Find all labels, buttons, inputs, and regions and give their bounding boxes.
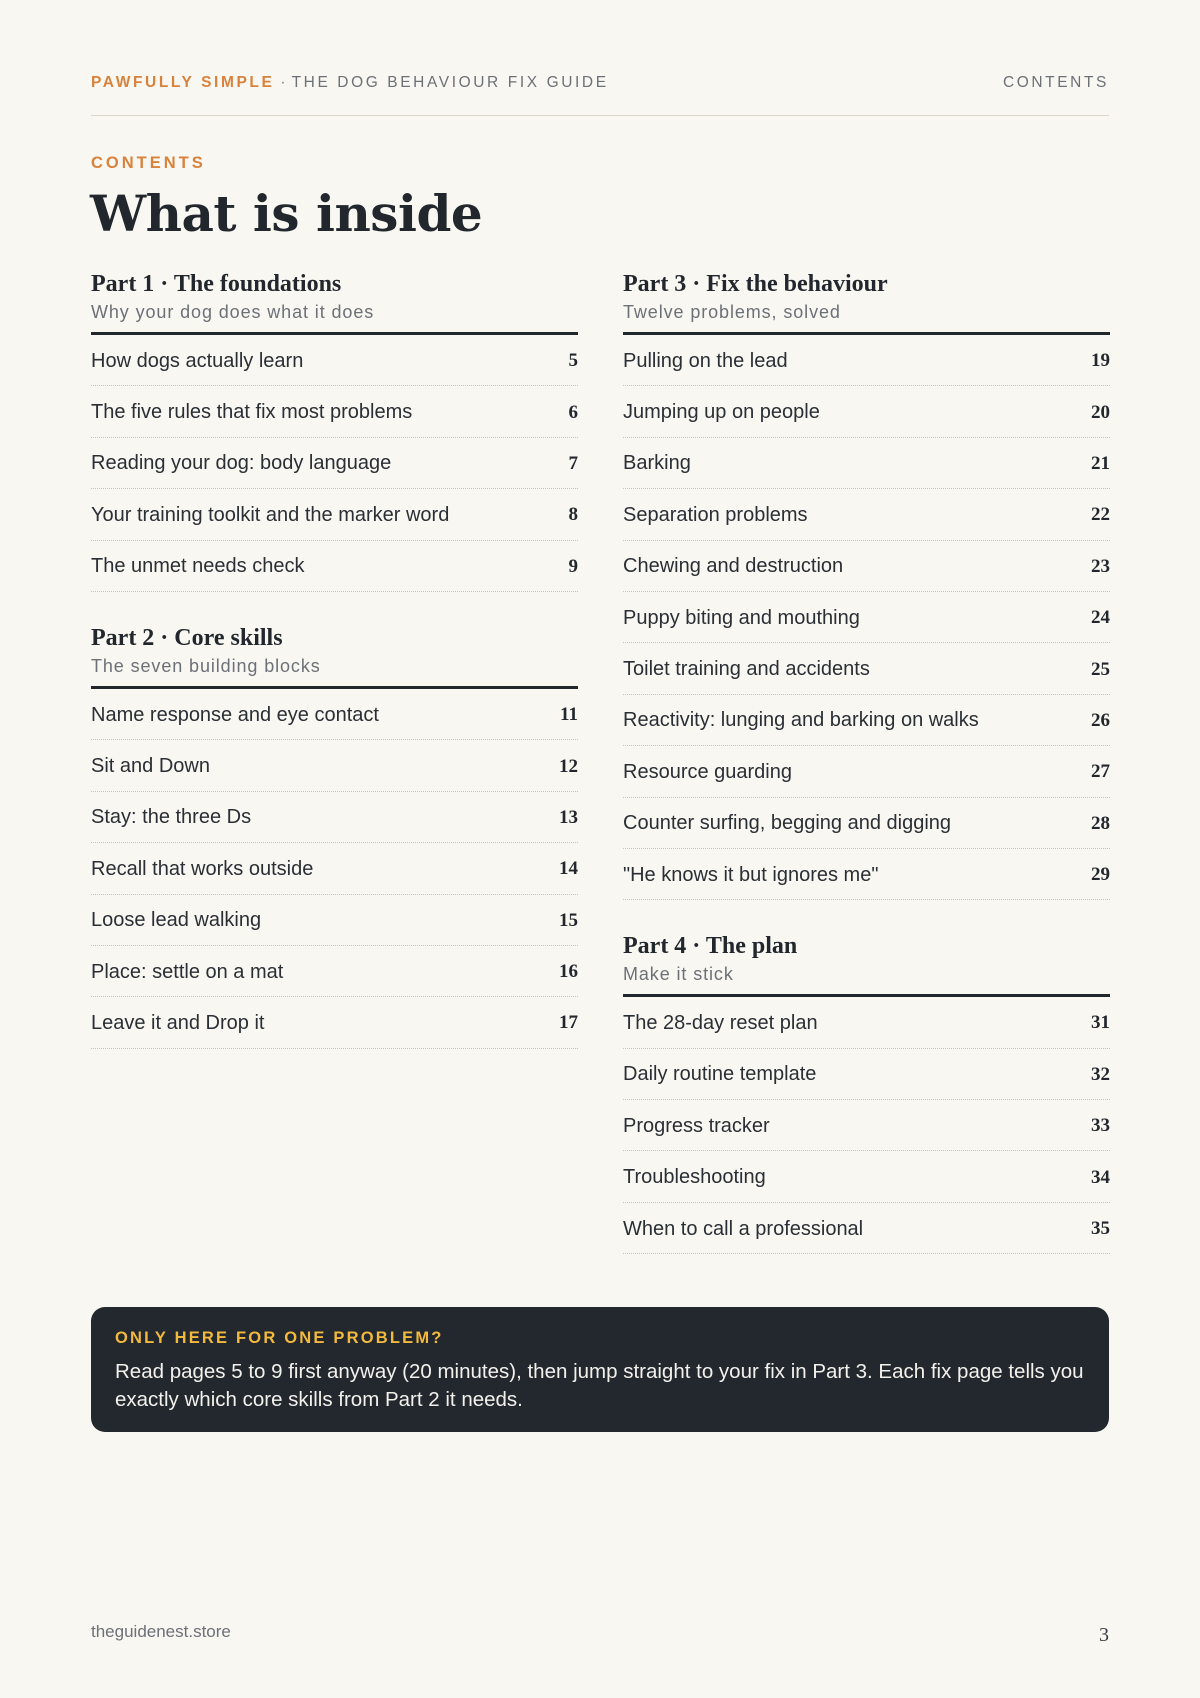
page-title: What is inside	[90, 184, 483, 243]
eyebrow-label: CONTENTS	[91, 154, 206, 172]
toc-entry[interactable]	[623, 798, 1110, 849]
entry-page-number: 34	[1091, 1166, 1110, 1188]
part-4-section	[623, 930, 1110, 1254]
section-name: CONTENTS	[1002, 74, 1109, 91]
entry-label: Your training toolkit and the marker word	[91, 503, 450, 526]
entry-list	[623, 997, 1110, 1254]
entry-label: "He knows it but ignores me"	[623, 863, 879, 886]
toc-entry[interactable]	[623, 386, 1110, 437]
entry-page-number: 28	[1091, 812, 1110, 834]
entry-page-number: 25	[1091, 658, 1110, 680]
entry-page-number: 35	[1091, 1218, 1110, 1240]
part-subtitle: The seven building blocks	[91, 655, 321, 676]
entry-label: Progress tracker	[623, 1114, 770, 1137]
part-header	[623, 268, 1110, 335]
toc-entry[interactable]	[623, 335, 1110, 386]
entry-label: When to call a professional	[623, 1217, 864, 1240]
entry-label: Chewing and destruction	[623, 555, 844, 578]
entry-page-number: 12	[559, 755, 578, 777]
toc-entry[interactable]	[91, 843, 578, 894]
entry-page-number: 6	[568, 401, 578, 423]
brand-name: PAWFULLY SIMPLE	[91, 74, 275, 91]
entry-page-number: 31	[1091, 1012, 1110, 1034]
toc-entry[interactable]	[623, 695, 1110, 746]
entry-page-number: 17	[559, 1012, 578, 1034]
running-header	[91, 74, 1109, 116]
entry-label: Counter surfing, begging and digging	[623, 812, 952, 835]
entry-label: Leave it and Drop it	[91, 1011, 265, 1034]
entry-page-number: 33	[1091, 1115, 1110, 1137]
toc-entry[interactable]	[91, 438, 578, 489]
entry-page-number: 14	[559, 858, 578, 880]
entry-page-number: 5	[568, 350, 578, 372]
entry-page-number: 20	[1091, 401, 1110, 423]
toc-entry[interactable]	[623, 438, 1110, 489]
toc-entry[interactable]	[623, 1049, 1110, 1100]
toc-entry[interactable]	[623, 997, 1110, 1048]
entry-label: The 28-day reset plan	[623, 1011, 818, 1034]
tip-callout	[91, 1307, 1109, 1432]
entry-page-number: 22	[1091, 504, 1110, 526]
entry-page-number: 23	[1091, 555, 1110, 577]
toc-entry[interactable]	[91, 335, 578, 386]
contents-column-right	[623, 268, 1110, 1254]
entry-page-number: 11	[560, 704, 578, 726]
entry-label: Name response and eye contact	[91, 703, 379, 726]
part-2-section	[91, 622, 578, 1049]
part-subtitle: Twelve problems, solved	[623, 302, 841, 322]
toc-entry[interactable]	[623, 849, 1110, 900]
entry-label: Toilet training and accidents	[623, 658, 870, 681]
toc-entry[interactable]	[91, 740, 578, 791]
entry-page-number: 8	[568, 504, 578, 526]
entry-label: Sit and Down	[91, 755, 210, 778]
entry-label: The unmet needs check	[91, 555, 305, 578]
entry-page-number: 13	[559, 806, 578, 828]
toc-entry[interactable]	[623, 1203, 1110, 1254]
toc-entry[interactable]	[623, 643, 1110, 694]
toc-entry[interactable]	[623, 489, 1110, 540]
entry-page-number: 24	[1091, 607, 1110, 629]
callout-body: Read pages 5 to 9 first anyway (20 minutes), then jump straight to your fix in Part 3. Each fix page tells you exactly which core skills from Part 2 it needs.	[115, 1360, 1084, 1411]
contents-column-left	[91, 268, 578, 1049]
entry-page-number: 15	[559, 909, 578, 931]
entry-label: Reading your dog: body language	[91, 452, 392, 475]
toc-entry[interactable]	[91, 946, 578, 997]
running-header-left	[91, 74, 609, 92]
entry-label: Barking	[623, 452, 691, 475]
part-header	[623, 930, 1110, 997]
entry-page-number: 19	[1091, 350, 1110, 372]
part-3-section	[623, 268, 1110, 900]
entry-list	[91, 689, 578, 1049]
part-title: Part 1 · The foundations	[91, 271, 342, 297]
guide-title: THE DOG BEHAVIOUR FIX GUIDE	[291, 74, 609, 91]
entry-page-number: 7	[568, 452, 578, 474]
entry-label: Resource guarding	[623, 760, 792, 783]
toc-entry[interactable]	[91, 997, 578, 1048]
entry-list	[623, 335, 1110, 900]
entry-label: Loose lead walking	[91, 909, 262, 932]
part-subtitle: Make it stick	[623, 964, 734, 985]
entry-label: Separation problems	[623, 503, 808, 526]
entry-label: Stay: the three Ds	[91, 806, 252, 829]
toc-entry[interactable]	[91, 689, 578, 740]
entry-label: The five rules that fix most problems	[91, 401, 413, 424]
entry-page-number: 9	[568, 555, 578, 577]
part-subtitle: Why your dog does what it does	[91, 302, 375, 322]
entry-label: Puppy biting and mouthing	[623, 606, 860, 629]
entry-label: Pulling on the lead	[623, 349, 788, 372]
part-header	[91, 268, 578, 335]
page-number: 3	[1099, 1624, 1109, 1646]
toc-entry[interactable]	[91, 386, 578, 437]
part-header	[91, 622, 578, 689]
part-title: Part 2 · Core skills	[91, 624, 283, 651]
entry-label: Reactivity: lunging and barking on walks	[623, 709, 979, 732]
entry-label: Troubleshooting	[623, 1166, 766, 1189]
toc-entry[interactable]	[91, 895, 578, 946]
part-1-section	[91, 268, 578, 592]
toc-entry[interactable]	[91, 792, 578, 843]
entry-page-number: 29	[1091, 864, 1110, 886]
footer-site-url[interactable]: theguidenest.store	[91, 1622, 231, 1641]
toc-entry[interactable]	[91, 541, 578, 592]
entry-label: Place: settle on a mat	[91, 960, 284, 983]
entry-label: How dogs actually learn	[91, 349, 304, 372]
toc-entry[interactable]	[623, 592, 1110, 643]
toc-entry[interactable]	[623, 746, 1110, 797]
part-title: Part 3 · Fix the behaviour	[623, 271, 888, 297]
callout-title: ONLY HERE FOR ONE PROBLEM?	[115, 1329, 444, 1347]
entry-label: Daily routine template	[623, 1063, 817, 1086]
toc-entry[interactable]	[91, 489, 578, 540]
entry-page-number: 27	[1091, 761, 1110, 783]
part-title: Part 4 · The plan	[623, 933, 798, 960]
toc-entry[interactable]	[623, 541, 1110, 592]
header-separator: ·	[280, 74, 286, 91]
entry-page-number: 16	[559, 961, 578, 983]
entry-page-number: 32	[1091, 1063, 1110, 1085]
entry-label: Recall that works outside	[91, 857, 314, 880]
entry-label: Jumping up on people	[623, 401, 820, 424]
entry-list	[91, 335, 578, 592]
entry-page-number: 26	[1091, 709, 1110, 731]
entry-page-number: 21	[1091, 452, 1110, 474]
toc-entry[interactable]	[623, 1151, 1110, 1202]
toc-entry[interactable]	[623, 1100, 1110, 1151]
